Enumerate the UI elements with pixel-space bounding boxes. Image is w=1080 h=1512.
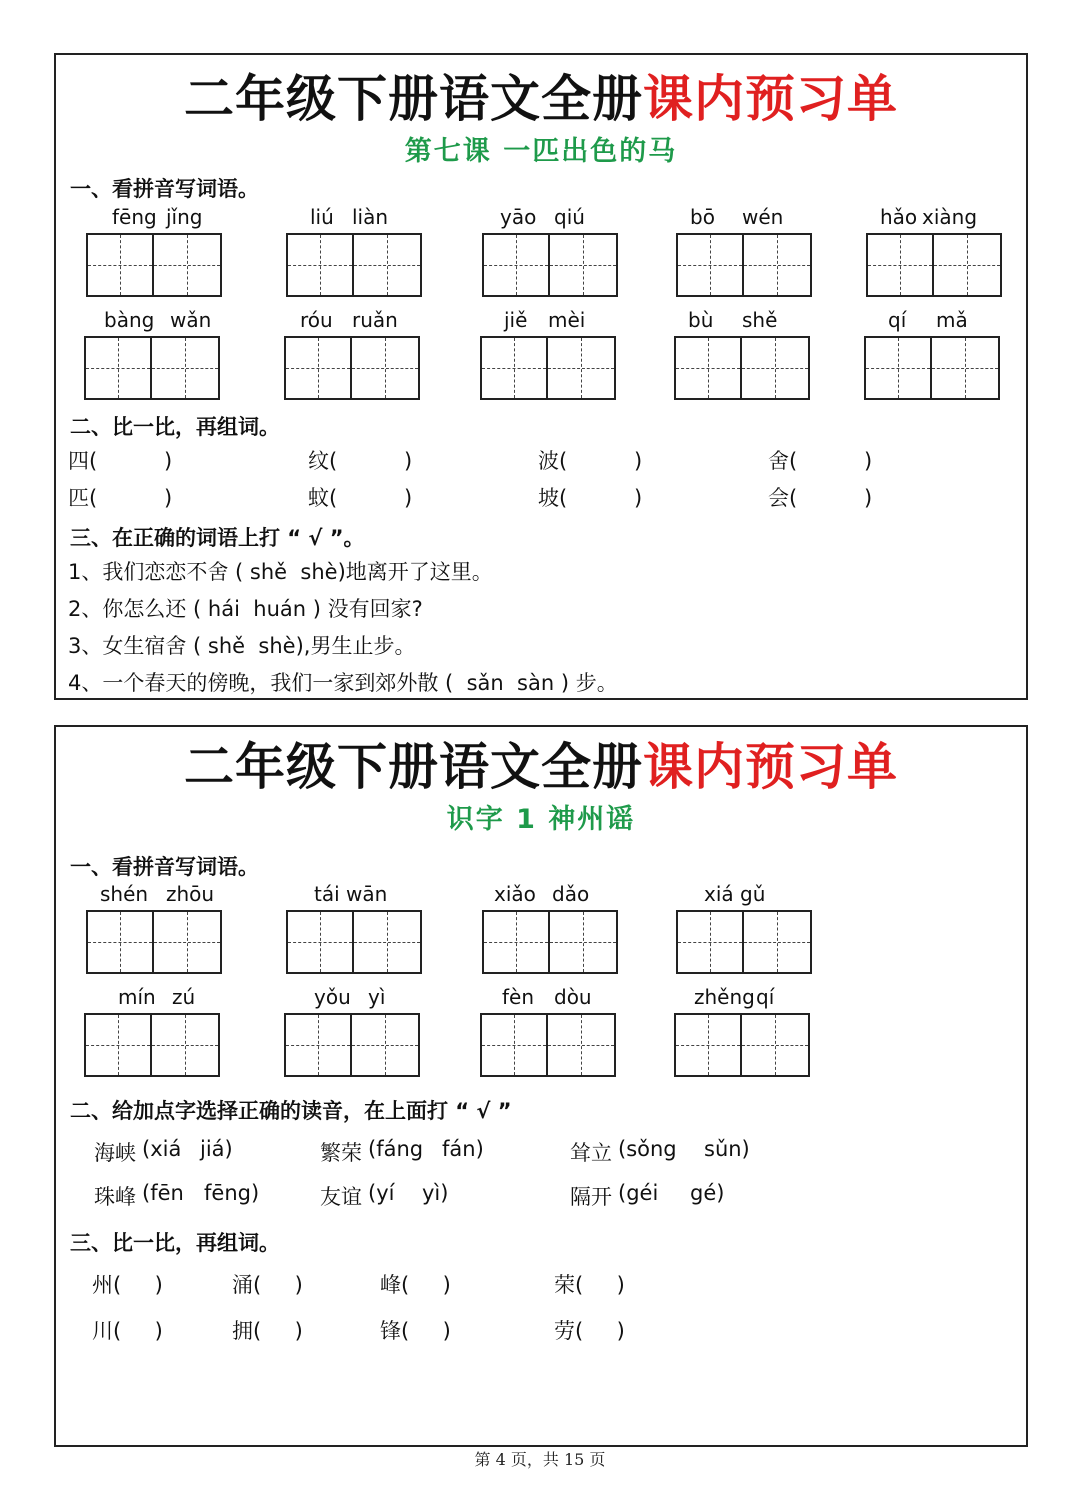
reading-option[interactable]: (sǒng <box>618 1137 677 1161</box>
reading-option[interactable]: (yí <box>368 1181 395 1205</box>
writing-grid[interactable] <box>674 336 810 400</box>
pinyin-syllable: xiàng <box>922 205 978 229</box>
pinyin-syllable: gǔ <box>740 882 766 906</box>
reading-word: 海峡 <box>94 1141 136 1165</box>
section-compare-title: 三、比一比，再组词。 <box>70 1231 280 1255</box>
pinyin-syllable: qí <box>888 308 907 332</box>
section-pinyin-title: 一、看拼音写词语。 <box>70 855 259 879</box>
pinyin-syllable: xiá <box>704 882 734 906</box>
pinyin-syllable: jǐng <box>166 205 203 229</box>
pinyin-syllable: zú <box>172 985 196 1009</box>
sentence-item[interactable]: 1、我们恋恋不舍 ( shě shè)地离开了这里。 <box>68 560 493 584</box>
section-compare-title: 二、比一比，再组词。 <box>70 415 280 439</box>
reading-option[interactable]: fán) <box>442 1137 484 1161</box>
writing-grid[interactable] <box>676 910 812 974</box>
writing-grid[interactable] <box>480 336 616 400</box>
pinyin-syllable: mǎ <box>936 308 968 332</box>
compare-item[interactable]: 州( ) <box>92 1273 163 1297</box>
pinyin-syllable: yì <box>368 985 386 1009</box>
page-footer: 第 4 页，共 15 页 <box>474 1450 606 1469</box>
writing-grid[interactable] <box>86 910 222 974</box>
worksheet-title <box>56 727 1026 799</box>
section-choose-title: 三、在正确的词语上打 “ √ ”。 <box>70 526 365 550</box>
title-main: 二年级下册语文全册 <box>184 70 643 128</box>
writing-grid[interactable] <box>84 336 220 400</box>
writing-grid[interactable] <box>866 233 1002 297</box>
pinyin-syllable: bō <box>690 205 715 229</box>
compare-item[interactable]: 蚊( ) <box>308 486 413 510</box>
compare-item[interactable]: 拥( ) <box>232 1319 303 1343</box>
pinyin-syllable: hǎo <box>880 205 918 229</box>
pinyin-syllable: bù <box>688 308 714 332</box>
pinyin-syllable: dòu <box>554 985 592 1009</box>
compare-item[interactable]: 川( ) <box>92 1319 163 1343</box>
compare-item[interactable]: 四( ) <box>68 449 173 473</box>
pinyin-syllable: yāo <box>500 205 537 229</box>
pinyin-syllable: liàn <box>352 205 389 229</box>
worksheet-card-2 <box>54 725 1028 1447</box>
writing-grid[interactable] <box>674 1013 810 1077</box>
pinyin-syllable: tái <box>314 882 340 906</box>
reading-option[interactable]: (géi <box>618 1181 659 1205</box>
reading-option[interactable]: fēng) <box>204 1181 260 1205</box>
sentence-item[interactable]: 2、你怎么还 ( hái huán ) 没有回家? <box>68 597 423 621</box>
reading-option[interactable]: jiá) <box>200 1137 233 1161</box>
reading-word: 隔开 <box>570 1185 612 1209</box>
reading-option[interactable]: (xiá <box>142 1137 182 1161</box>
pinyin-syllable: mèi <box>548 308 586 332</box>
sentence-item[interactable]: 3、女生宿舍 ( shě shè),男生止步。 <box>68 634 416 658</box>
worksheet-title <box>56 59 1026 131</box>
title-highlight: 课内预习单 <box>643 70 898 128</box>
compare-item[interactable]: 坡( ) <box>538 486 643 510</box>
compare-item[interactable]: 涌( ) <box>232 1273 303 1297</box>
reading-option[interactable]: (fáng <box>368 1137 424 1161</box>
writing-grid[interactable] <box>676 233 812 297</box>
pinyin-syllable: mín <box>118 985 156 1009</box>
compare-item[interactable]: 会( ) <box>768 486 873 510</box>
pinyin-syllable: wǎn <box>170 308 212 332</box>
worksheet-card-1 <box>54 53 1028 700</box>
pinyin-syllable: liú <box>310 205 334 229</box>
pinyin-syllable: róu <box>300 308 333 332</box>
writing-grid[interactable] <box>482 233 618 297</box>
reading-word: 友谊 <box>320 1185 362 1209</box>
pinyin-syllable: bàng <box>104 308 155 332</box>
compare-item[interactable]: 荣( ) <box>554 1273 625 1297</box>
compare-item[interactable]: 舍( ) <box>768 449 873 473</box>
pinyin-syllable: shén <box>100 882 149 906</box>
writing-grid[interactable] <box>84 1013 220 1077</box>
pinyin-syllable: zhōu <box>166 882 215 906</box>
pinyin-syllable: dǎo <box>552 882 590 906</box>
pinyin-syllable: ruǎn <box>352 308 398 332</box>
pinyin-syllable: yǒu <box>314 985 351 1009</box>
pinyin-syllable: wān <box>346 882 388 906</box>
title-main: 二年级下册语文全册 <box>184 738 643 796</box>
writing-grid[interactable] <box>864 336 1000 400</box>
lesson-subtitle: 第七课 一匹出色的马 <box>404 136 678 167</box>
sentence-item[interactable]: 4、一个春天的傍晚，我们一家到郊外散 ( sǎn sàn ) 步。 <box>68 671 618 695</box>
compare-item[interactable]: 峰( ) <box>380 1273 451 1297</box>
writing-grid[interactable] <box>482 910 618 974</box>
reading-option[interactable]: sǔn) <box>704 1137 750 1161</box>
pinyin-syllable: fèn <box>502 985 535 1009</box>
writing-grid[interactable] <box>286 910 422 974</box>
pinyin-syllable: zhěng <box>694 985 755 1009</box>
reading-option[interactable]: gé) <box>690 1181 725 1205</box>
compare-item[interactable]: 纹( ) <box>308 449 413 473</box>
pinyin-syllable: xiǎo <box>494 882 536 906</box>
writing-grid[interactable] <box>284 336 420 400</box>
pinyin-syllable: qí <box>756 985 775 1009</box>
pinyin-syllable: shě <box>742 308 778 332</box>
writing-grid[interactable] <box>480 1013 616 1077</box>
lesson-subtitle: 识字 1 神州谣 <box>446 804 636 835</box>
compare-item[interactable]: 劳( ) <box>554 1319 625 1343</box>
reading-option[interactable]: (fēn <box>142 1181 184 1205</box>
reading-option[interactable]: yì) <box>422 1181 449 1205</box>
writing-grid[interactable] <box>284 1013 420 1077</box>
compare-item[interactable]: 波( ) <box>538 449 643 473</box>
pinyin-syllable: fēng <box>112 205 157 229</box>
pinyin-syllable: qiú <box>554 205 585 229</box>
reading-word: 珠峰 <box>94 1185 136 1209</box>
writing-grid[interactable] <box>86 233 222 297</box>
compare-item[interactable]: 匹( ) <box>68 486 173 510</box>
pinyin-syllable: jiě <box>504 308 528 332</box>
reading-word: 繁荣 <box>320 1141 362 1165</box>
section-reading-title: 二、给加点字选择正确的读音，在上面打 “ √ ” <box>70 1099 512 1123</box>
writing-grid[interactable] <box>286 233 422 297</box>
section-pinyin-title: 一、看拼音写词语。 <box>70 177 259 201</box>
compare-item[interactable]: 锋( ) <box>380 1319 451 1343</box>
pinyin-syllable: wén <box>742 205 784 229</box>
reading-word: 耸立 <box>570 1141 612 1165</box>
title-highlight: 课内预习单 <box>643 738 898 796</box>
